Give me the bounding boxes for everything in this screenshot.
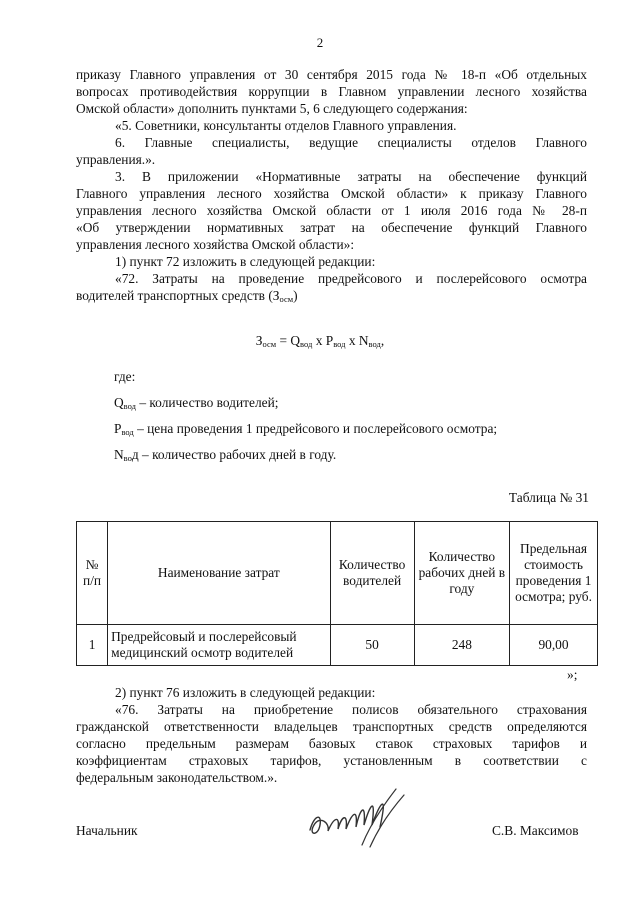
table-header-row [77,522,598,625]
text-line [76,287,587,308]
text-line: согласно предельным размерам базовых ставок страховых тарифов и [76,736,587,751]
formula-part: = Q [276,333,301,348]
text-line: управления лесного хозяйства Омской области»: [76,237,355,252]
text-line: 3. В приложении «Нормативные затраты на обеспечение функций [115,169,587,184]
table-caption: Таблица № 31 [508,490,589,505]
var-q-definition [114,395,278,411]
cell-drivers: 50 [330,625,414,666]
text-line: приказу Главного управления от 30 сентября 2015 года № 18-п «Об отдельных [76,67,587,82]
text-line: коэффициентам страховых тарифов, установленным в соответствии с [76,753,587,768]
text-line: Омской области» дополнить пунктами 5, 6 следующего содержания: [76,101,468,116]
header-name: Наименование затрат [108,522,330,625]
text-line: гражданской ответственности владельцев транспортных средств определяются [76,719,587,734]
formula-part: З [255,333,263,348]
formula-part: , [380,333,385,348]
header-price: Предельная стоимость проведения 1 осмотра; руб. [510,522,598,625]
text-line: 1) пункт 72 изложить в следующей редакции: [115,254,376,269]
var-sub: во [123,453,132,463]
formula-sub: вод [300,339,313,349]
cost-table [76,521,598,666]
header-days: Количество рабочих дней в году [414,522,509,625]
var-symbol: N [114,447,124,462]
var-sub: вод [123,401,136,411]
text-line: Главного управления лесного хозяйства Омской области» к приказу Главного [76,186,587,201]
cell-days: 248 [414,625,509,666]
text-line: «Об утверждении нормативных затрат на обеспечение функций Главного [76,220,587,235]
text-line: федеральным законодательством.». [76,770,278,785]
cell-num: 1 [77,625,108,666]
text-line: 6. Главные специалисты, ведущие специалисты отделов Главного [115,135,587,150]
text-fragment: водителей транспортных средств (З [76,288,280,303]
var-text: – количество водителей; [135,395,279,410]
subscript: осм [279,294,294,304]
cell-name: Предрейсовый и послерейсовый медицинский осмотр водителей [108,625,330,666]
text-fragment: ) [293,288,298,303]
text-line: «5. Советники, консультанты отделов Главного управления. [115,118,457,133]
text-line: управления лесного хозяйства Омской области от 1 июля 2016 года № 28-п [76,203,587,218]
text-line: 2) пункт 76 изложить в следующей редакции: [115,685,376,700]
formula-sub: вод [333,339,346,349]
signature-image [300,785,420,850]
signer-name: С.В. Максимов [492,823,579,838]
text-line: управления.». [76,152,156,167]
formula-sub: вод [368,339,381,349]
text-line: «72. Затраты на проведение предрейсового и послерейсового осмотра [115,271,587,286]
where-label: где: [114,369,136,384]
header-num: № п/п [77,522,108,625]
var-text: – цена проведения 1 предрейсового и послерейсового осмотра; [133,421,498,436]
cell-price: 90,00 [510,625,598,666]
formula-sub: осм [262,339,277,349]
text-line: «76. Затраты на приобретение полисов обязательного страхования [115,702,587,717]
formula [0,333,640,349]
signer-position: Начальник [76,823,138,838]
var-symbol: Q [114,395,124,410]
header-drivers: Количество водителей [330,522,414,625]
var-p-definition [114,421,497,437]
page-number: 2 [316,35,324,50]
var-n-definition [114,447,336,463]
var-symbol: P [114,421,122,436]
paragraph-block-2 [76,684,587,786]
formula-part: x P [312,333,334,348]
table-row [77,625,598,666]
paragraph-block-1 [76,66,587,308]
formula-part: x N [345,333,369,348]
quote-close: »; [567,667,578,682]
var-text: д – количество рабочих дней в году. [131,447,337,462]
var-sub: вод [121,427,134,437]
text-line: вопросах противодействия коррупции в Главном управлении лесного хозяйства [76,84,587,99]
